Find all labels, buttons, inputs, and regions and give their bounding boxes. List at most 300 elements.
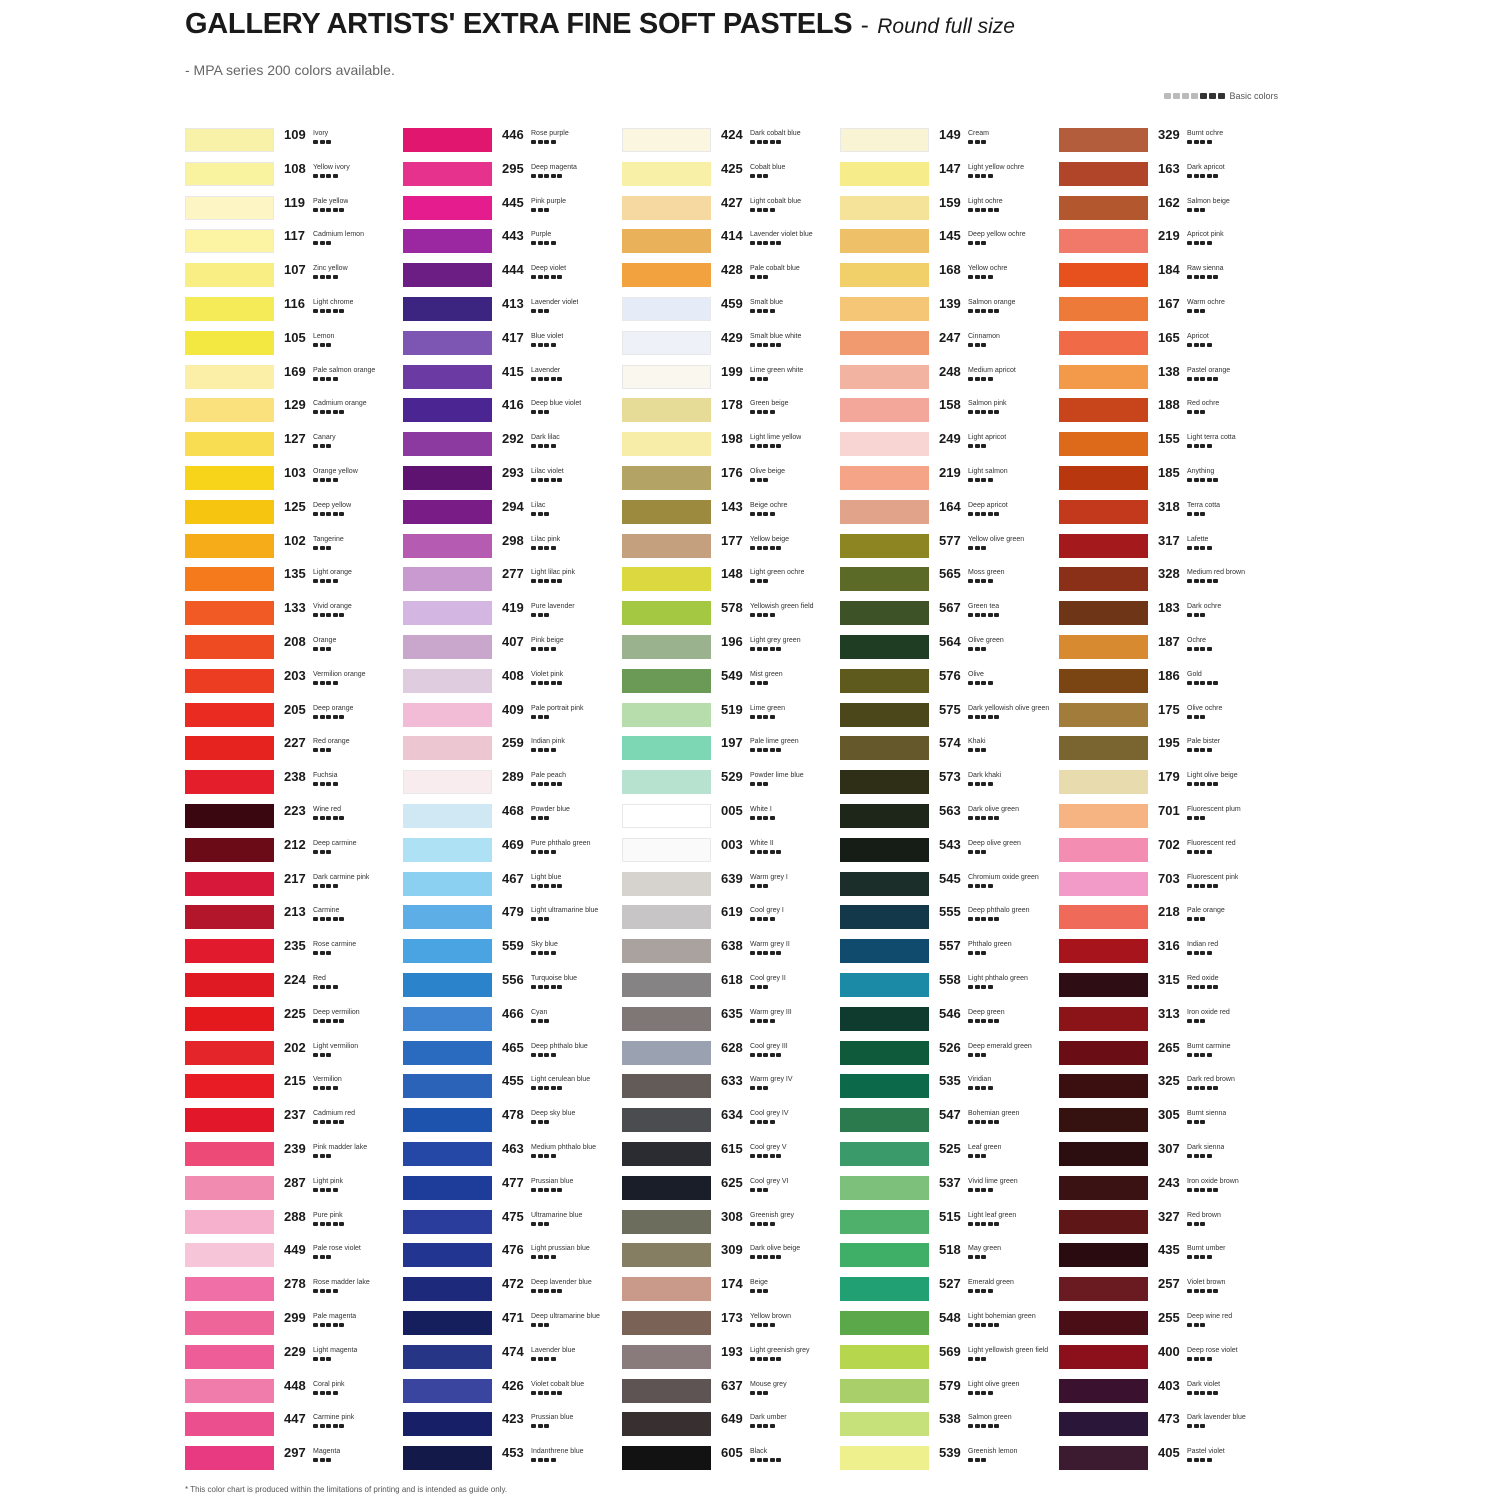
color-code: 400 xyxy=(1158,1343,1180,1359)
color-entry xyxy=(622,398,840,432)
property-marks-icon xyxy=(1187,1458,1212,1462)
color-swatch xyxy=(840,398,929,422)
color-name: Violet pink xyxy=(531,670,564,678)
color-entry xyxy=(403,500,621,534)
color-name: Pure pink xyxy=(313,1211,343,1219)
color-swatch xyxy=(185,466,274,490)
color-code: 444 xyxy=(502,262,524,278)
color-code: 297 xyxy=(284,1445,306,1461)
color-code: 539 xyxy=(939,1445,961,1461)
color-code: 477 xyxy=(502,1174,524,1190)
color-entry xyxy=(840,872,1058,906)
color-name: Green tea xyxy=(968,603,1000,611)
color-entry xyxy=(1059,297,1277,331)
color-swatch xyxy=(622,1277,711,1301)
color-swatch xyxy=(622,838,711,862)
color-name: Cool grey II xyxy=(750,975,786,982)
property-marks-icon xyxy=(968,1086,993,1090)
color-entry xyxy=(840,567,1058,601)
color-name: Vivid lime green xyxy=(968,1177,1018,1185)
color-entry xyxy=(622,500,840,534)
property-marks-icon xyxy=(313,917,344,921)
color-code: 117 xyxy=(284,228,305,244)
color-code: 445 xyxy=(502,194,524,210)
color-name: Dark red brown xyxy=(1187,1076,1235,1084)
color-name: Light olive beige xyxy=(1187,772,1238,780)
property-marks-icon xyxy=(968,1222,999,1226)
color-swatch xyxy=(1059,872,1148,896)
color-entry xyxy=(622,1210,840,1244)
color-entry xyxy=(185,398,403,432)
color-entry xyxy=(840,128,1058,162)
color-entry xyxy=(1059,905,1277,939)
color-code: 465 xyxy=(502,1039,524,1055)
color-swatch xyxy=(403,804,492,828)
color-code: 239 xyxy=(284,1141,306,1156)
color-entry xyxy=(622,601,840,635)
property-marks-icon xyxy=(313,1120,344,1124)
color-swatch xyxy=(1059,229,1148,253)
color-name: Cream xyxy=(968,130,990,137)
color-name: Carmine xyxy=(313,907,340,915)
color-entry xyxy=(185,1007,403,1041)
color-swatch xyxy=(840,1345,929,1369)
property-marks-icon xyxy=(750,208,775,212)
color-swatch xyxy=(185,1041,274,1065)
color-swatch xyxy=(1059,567,1148,591)
property-marks-icon xyxy=(313,1323,344,1327)
color-name: Greenish grey xyxy=(750,1211,794,1219)
color-name: Dark sienna xyxy=(1187,1144,1225,1151)
color-name: Dark yellowish olive green xyxy=(968,704,1050,712)
property-marks-icon xyxy=(531,917,549,921)
property-marks-icon xyxy=(531,613,549,617)
color-code: 637 xyxy=(721,1377,743,1393)
color-name: Fluorescent plum xyxy=(1187,806,1241,813)
color-entry xyxy=(185,1210,403,1244)
color-entry xyxy=(622,196,840,230)
property-marks-icon xyxy=(531,1188,562,1192)
color-name: Dark khaki xyxy=(968,772,1002,780)
color-entry xyxy=(622,939,840,973)
color-swatch xyxy=(840,838,929,862)
color-entry xyxy=(185,331,403,365)
property-marks-icon xyxy=(968,208,999,212)
property-marks-icon xyxy=(313,410,344,414)
color-entry xyxy=(622,432,840,466)
color-code: 298 xyxy=(502,532,524,548)
color-swatch xyxy=(622,1041,711,1065)
color-entry xyxy=(1059,838,1277,872)
color-code: 558 xyxy=(939,972,961,987)
color-entry xyxy=(840,703,1058,737)
color-code: 299 xyxy=(284,1310,306,1325)
color-code: 195 xyxy=(1158,735,1180,751)
color-entry xyxy=(1059,1345,1277,1379)
color-swatch xyxy=(840,669,929,693)
color-entry xyxy=(1059,466,1277,500)
color-swatch xyxy=(185,770,274,794)
color-name: Smalt blue white xyxy=(750,332,802,340)
color-code: 443 xyxy=(502,228,524,244)
color-name: Mist green xyxy=(750,670,783,678)
property-marks-icon xyxy=(968,850,986,854)
property-marks-icon xyxy=(531,681,562,685)
color-entry xyxy=(1059,432,1277,466)
color-swatch xyxy=(403,1108,492,1132)
color-entry xyxy=(840,162,1058,196)
color-code: 203 xyxy=(284,667,306,683)
property-marks-icon xyxy=(1187,478,1218,482)
property-marks-icon xyxy=(968,1188,993,1192)
property-marks-icon xyxy=(1187,174,1218,178)
color-name: Violet cobalt blue xyxy=(531,1380,585,1388)
color-name: Powder lime blue xyxy=(750,772,804,780)
color-swatch xyxy=(840,1210,929,1234)
color-name: Lafette xyxy=(1187,535,1209,543)
color-swatch xyxy=(403,939,492,963)
color-name: Pale portrait pink xyxy=(531,704,584,712)
color-name: Orange xyxy=(313,637,337,644)
color-entry xyxy=(185,939,403,973)
property-marks-icon xyxy=(750,647,781,651)
property-marks-icon xyxy=(750,1424,775,1428)
color-swatch xyxy=(840,229,929,253)
color-swatch xyxy=(622,196,711,220)
color-entry xyxy=(403,567,621,601)
color-entry xyxy=(1059,601,1277,635)
color-swatch xyxy=(840,331,929,355)
color-swatch xyxy=(1059,263,1148,287)
color-entry xyxy=(622,872,840,906)
property-marks-icon xyxy=(968,512,999,516)
color-code: 702 xyxy=(1158,836,1180,852)
property-marks-icon xyxy=(750,546,781,550)
color-name: Cobalt blue xyxy=(750,163,786,171)
color-swatch xyxy=(622,331,711,355)
color-swatch xyxy=(1059,1210,1148,1234)
color-name: Purple xyxy=(531,231,552,239)
property-marks-icon xyxy=(1187,241,1212,245)
color-entry xyxy=(1059,1243,1277,1277)
color-swatch xyxy=(1059,1074,1148,1098)
color-name: Deep carmine xyxy=(313,839,357,847)
color-swatch xyxy=(403,1311,492,1335)
color-entry xyxy=(403,601,621,635)
color-code: 138 xyxy=(1158,363,1180,379)
color-swatch xyxy=(622,263,711,287)
color-entry xyxy=(185,466,403,500)
property-marks-icon xyxy=(968,1458,986,1462)
color-code: 518 xyxy=(939,1242,961,1258)
color-entry xyxy=(622,297,840,331)
property-marks-icon xyxy=(531,1154,556,1158)
property-marks-icon xyxy=(313,884,338,888)
property-marks-icon xyxy=(531,1458,556,1462)
color-swatch xyxy=(185,1176,274,1200)
color-entry xyxy=(840,466,1058,500)
color-code: 178 xyxy=(721,397,743,413)
color-name: Lavender xyxy=(531,366,561,374)
property-marks-icon xyxy=(313,512,344,516)
property-marks-icon xyxy=(1187,140,1212,144)
color-swatch xyxy=(840,804,929,828)
color-swatch xyxy=(1059,838,1148,862)
property-marks-icon xyxy=(750,1019,775,1023)
color-code: 129 xyxy=(284,397,306,413)
property-marks-icon xyxy=(313,647,331,651)
color-name: Light vermilion xyxy=(313,1042,359,1050)
property-marks-icon xyxy=(531,951,556,955)
color-code: 419 xyxy=(502,600,524,616)
color-code: 133 xyxy=(284,600,306,616)
color-entry xyxy=(840,669,1058,703)
color-swatch xyxy=(622,1210,711,1234)
property-marks-icon xyxy=(531,1289,562,1293)
color-name: Carmine pink xyxy=(313,1414,355,1422)
color-name: Deep ultramarine blue xyxy=(531,1313,600,1320)
color-code: 701 xyxy=(1158,803,1180,818)
color-name: Light orange xyxy=(313,569,352,577)
color-entry xyxy=(1059,1446,1277,1480)
color-name: Warm ochre xyxy=(1187,299,1225,306)
color-swatch xyxy=(403,196,492,220)
property-marks-icon xyxy=(750,1086,768,1090)
color-swatch xyxy=(185,1412,274,1436)
property-marks-icon xyxy=(531,241,556,245)
property-marks-icon xyxy=(750,850,781,854)
color-swatch xyxy=(1059,128,1148,152)
color-swatch xyxy=(840,297,929,321)
property-marks-icon xyxy=(750,410,775,414)
property-marks-icon xyxy=(968,1053,986,1057)
color-swatch xyxy=(622,229,711,253)
color-swatch xyxy=(840,365,929,389)
property-marks-icon xyxy=(968,917,999,921)
color-entry xyxy=(840,939,1058,973)
property-marks-icon xyxy=(531,546,556,550)
color-name: Yellow olive green xyxy=(968,535,1025,543)
property-marks-icon xyxy=(1187,1019,1205,1023)
color-name: Dark olive green xyxy=(968,806,1019,813)
color-name: White I xyxy=(750,806,772,813)
property-marks-icon xyxy=(1187,1357,1212,1361)
property-marks-icon xyxy=(313,782,338,786)
property-marks-icon xyxy=(531,985,562,989)
color-entry xyxy=(840,838,1058,872)
color-swatch xyxy=(622,669,711,693)
color-name: Dark violet xyxy=(1187,1380,1221,1388)
property-marks-icon xyxy=(1187,1120,1205,1124)
property-marks-icon xyxy=(1187,715,1205,719)
color-swatch xyxy=(840,770,929,794)
color-swatch xyxy=(185,398,274,422)
color-swatch xyxy=(403,128,492,152)
color-name: Lavender violet xyxy=(531,299,579,306)
color-code: 295 xyxy=(502,160,524,176)
color-code: 184 xyxy=(1158,262,1180,278)
color-name: Light phthalo green xyxy=(968,975,1028,982)
color-swatch xyxy=(403,466,492,490)
color-name: Magenta xyxy=(313,1448,341,1456)
color-name: Wine red xyxy=(313,806,342,813)
color-swatch xyxy=(840,567,929,591)
color-swatch xyxy=(403,905,492,929)
property-marks-icon xyxy=(313,1289,338,1293)
color-swatch xyxy=(840,1108,929,1132)
color-entry xyxy=(1059,1210,1277,1244)
color-entry xyxy=(403,1007,621,1041)
color-code: 186 xyxy=(1158,667,1180,683)
property-marks-icon xyxy=(1187,917,1205,921)
color-swatch xyxy=(840,1007,929,1031)
color-swatch xyxy=(185,196,274,220)
color-swatch xyxy=(840,939,929,963)
color-name: Light cobalt blue xyxy=(750,197,801,205)
color-swatch xyxy=(185,229,274,253)
color-name: Yellow brown xyxy=(750,1313,791,1320)
color-code: 405 xyxy=(1158,1445,1180,1461)
color-entry xyxy=(1059,1379,1277,1413)
property-marks-icon xyxy=(313,1053,331,1057)
color-code: 619 xyxy=(721,904,743,920)
color-name: Olive ochre xyxy=(1187,704,1223,712)
color-swatch xyxy=(840,1311,929,1335)
property-marks-icon xyxy=(531,208,549,212)
color-code: 247 xyxy=(939,329,961,345)
color-entry xyxy=(185,703,403,737)
color-code: 408 xyxy=(502,667,524,683)
color-name: Light ultramarine blue xyxy=(531,907,599,915)
color-entry xyxy=(622,162,840,196)
color-code: 567 xyxy=(939,600,961,616)
series-note: - MPA series 200 colors available. xyxy=(185,62,395,78)
color-code: 416 xyxy=(502,397,524,413)
color-entry xyxy=(403,365,621,399)
color-entry xyxy=(622,229,840,263)
color-name: Deep green xyxy=(968,1008,1005,1016)
color-swatch xyxy=(1059,432,1148,456)
color-entry xyxy=(622,1243,840,1277)
property-marks-icon xyxy=(1187,985,1218,989)
color-name: Dark olive beige xyxy=(750,1245,801,1253)
color-code: 313 xyxy=(1158,1005,1180,1021)
color-entry xyxy=(840,534,1058,568)
color-swatch xyxy=(185,263,274,287)
color-swatch xyxy=(1059,1142,1148,1166)
color-name: Red xyxy=(313,975,326,982)
color-entry xyxy=(403,804,621,838)
color-entry xyxy=(622,1007,840,1041)
property-marks-icon xyxy=(750,579,768,583)
color-entry xyxy=(622,635,840,669)
property-marks-icon xyxy=(750,140,781,144)
color-code: 307 xyxy=(1158,1141,1180,1156)
color-name: Dark ochre xyxy=(1187,603,1222,611)
property-marks-icon xyxy=(1187,782,1218,786)
property-marks-icon xyxy=(313,681,338,685)
color-swatch xyxy=(1059,669,1148,693)
color-entry xyxy=(185,500,403,534)
color-name: Pale rose violet xyxy=(313,1245,361,1253)
property-marks-icon xyxy=(531,275,562,279)
color-swatch xyxy=(622,601,711,625)
color-name: Emerald green xyxy=(968,1279,1014,1287)
color-code: 315 xyxy=(1158,972,1180,987)
color-entry xyxy=(840,1142,1058,1176)
color-code: 213 xyxy=(284,904,306,920)
color-name: Cadmium lemon xyxy=(313,231,364,239)
color-entry xyxy=(840,196,1058,230)
color-name: Viridian xyxy=(968,1076,992,1084)
color-swatch xyxy=(622,567,711,591)
color-code: 227 xyxy=(284,735,306,751)
color-entry xyxy=(1059,1277,1277,1311)
property-marks-icon xyxy=(968,681,993,685)
color-name: Pale orange xyxy=(1187,907,1225,915)
color-entry xyxy=(840,635,1058,669)
color-name: Deep yellow xyxy=(313,501,352,509)
color-swatch xyxy=(185,534,274,558)
property-marks-icon xyxy=(968,140,986,144)
color-entry xyxy=(1059,500,1277,534)
color-swatch xyxy=(1059,1446,1148,1470)
color-code: 429 xyxy=(721,329,743,345)
property-marks-icon xyxy=(531,174,562,178)
color-name: Lavender violet blue xyxy=(750,231,813,239)
color-entry xyxy=(403,1142,621,1176)
color-swatch xyxy=(840,703,929,727)
color-name: Raw sienna xyxy=(1187,265,1224,273)
color-code: 278 xyxy=(284,1276,306,1292)
color-name: Vermilion xyxy=(313,1076,342,1084)
color-code: 175 xyxy=(1158,701,1180,717)
color-name: Light green ochre xyxy=(750,569,805,577)
color-swatch xyxy=(403,1446,492,1470)
property-marks-icon xyxy=(750,985,768,989)
color-swatch xyxy=(185,1074,274,1098)
color-swatch xyxy=(403,500,492,524)
color-entry xyxy=(403,398,621,432)
property-marks-icon xyxy=(1187,309,1205,313)
property-marks-icon xyxy=(313,444,331,448)
color-name: Deep yellow ochre xyxy=(968,231,1026,239)
color-name: Deep rose violet xyxy=(1187,1346,1238,1354)
color-name: Pink purple xyxy=(531,197,567,205)
color-name: Dark lilac xyxy=(531,434,560,442)
color-swatch xyxy=(403,1142,492,1166)
color-swatch xyxy=(185,635,274,659)
color-swatch xyxy=(622,1379,711,1403)
property-marks-icon xyxy=(531,1019,549,1023)
color-swatch xyxy=(840,432,929,456)
property-marks-icon xyxy=(1187,1222,1205,1226)
color-code: 179 xyxy=(1158,769,1180,785)
property-marks-icon xyxy=(968,1323,999,1327)
color-entry xyxy=(622,1176,840,1210)
color-name: Cinnamon xyxy=(968,332,1000,340)
color-swatch xyxy=(403,263,492,287)
color-swatch xyxy=(403,1074,492,1098)
color-code: 164 xyxy=(939,498,961,514)
color-name: Red ochre xyxy=(1187,400,1220,408)
legend-label: Basic colors xyxy=(1229,91,1278,101)
color-name: Beige ochre xyxy=(750,501,788,509)
color-name: Apricot xyxy=(1187,332,1209,340)
color-entry xyxy=(840,1074,1058,1108)
color-name: Ochre xyxy=(1187,637,1207,644)
color-swatch xyxy=(1059,1345,1148,1369)
